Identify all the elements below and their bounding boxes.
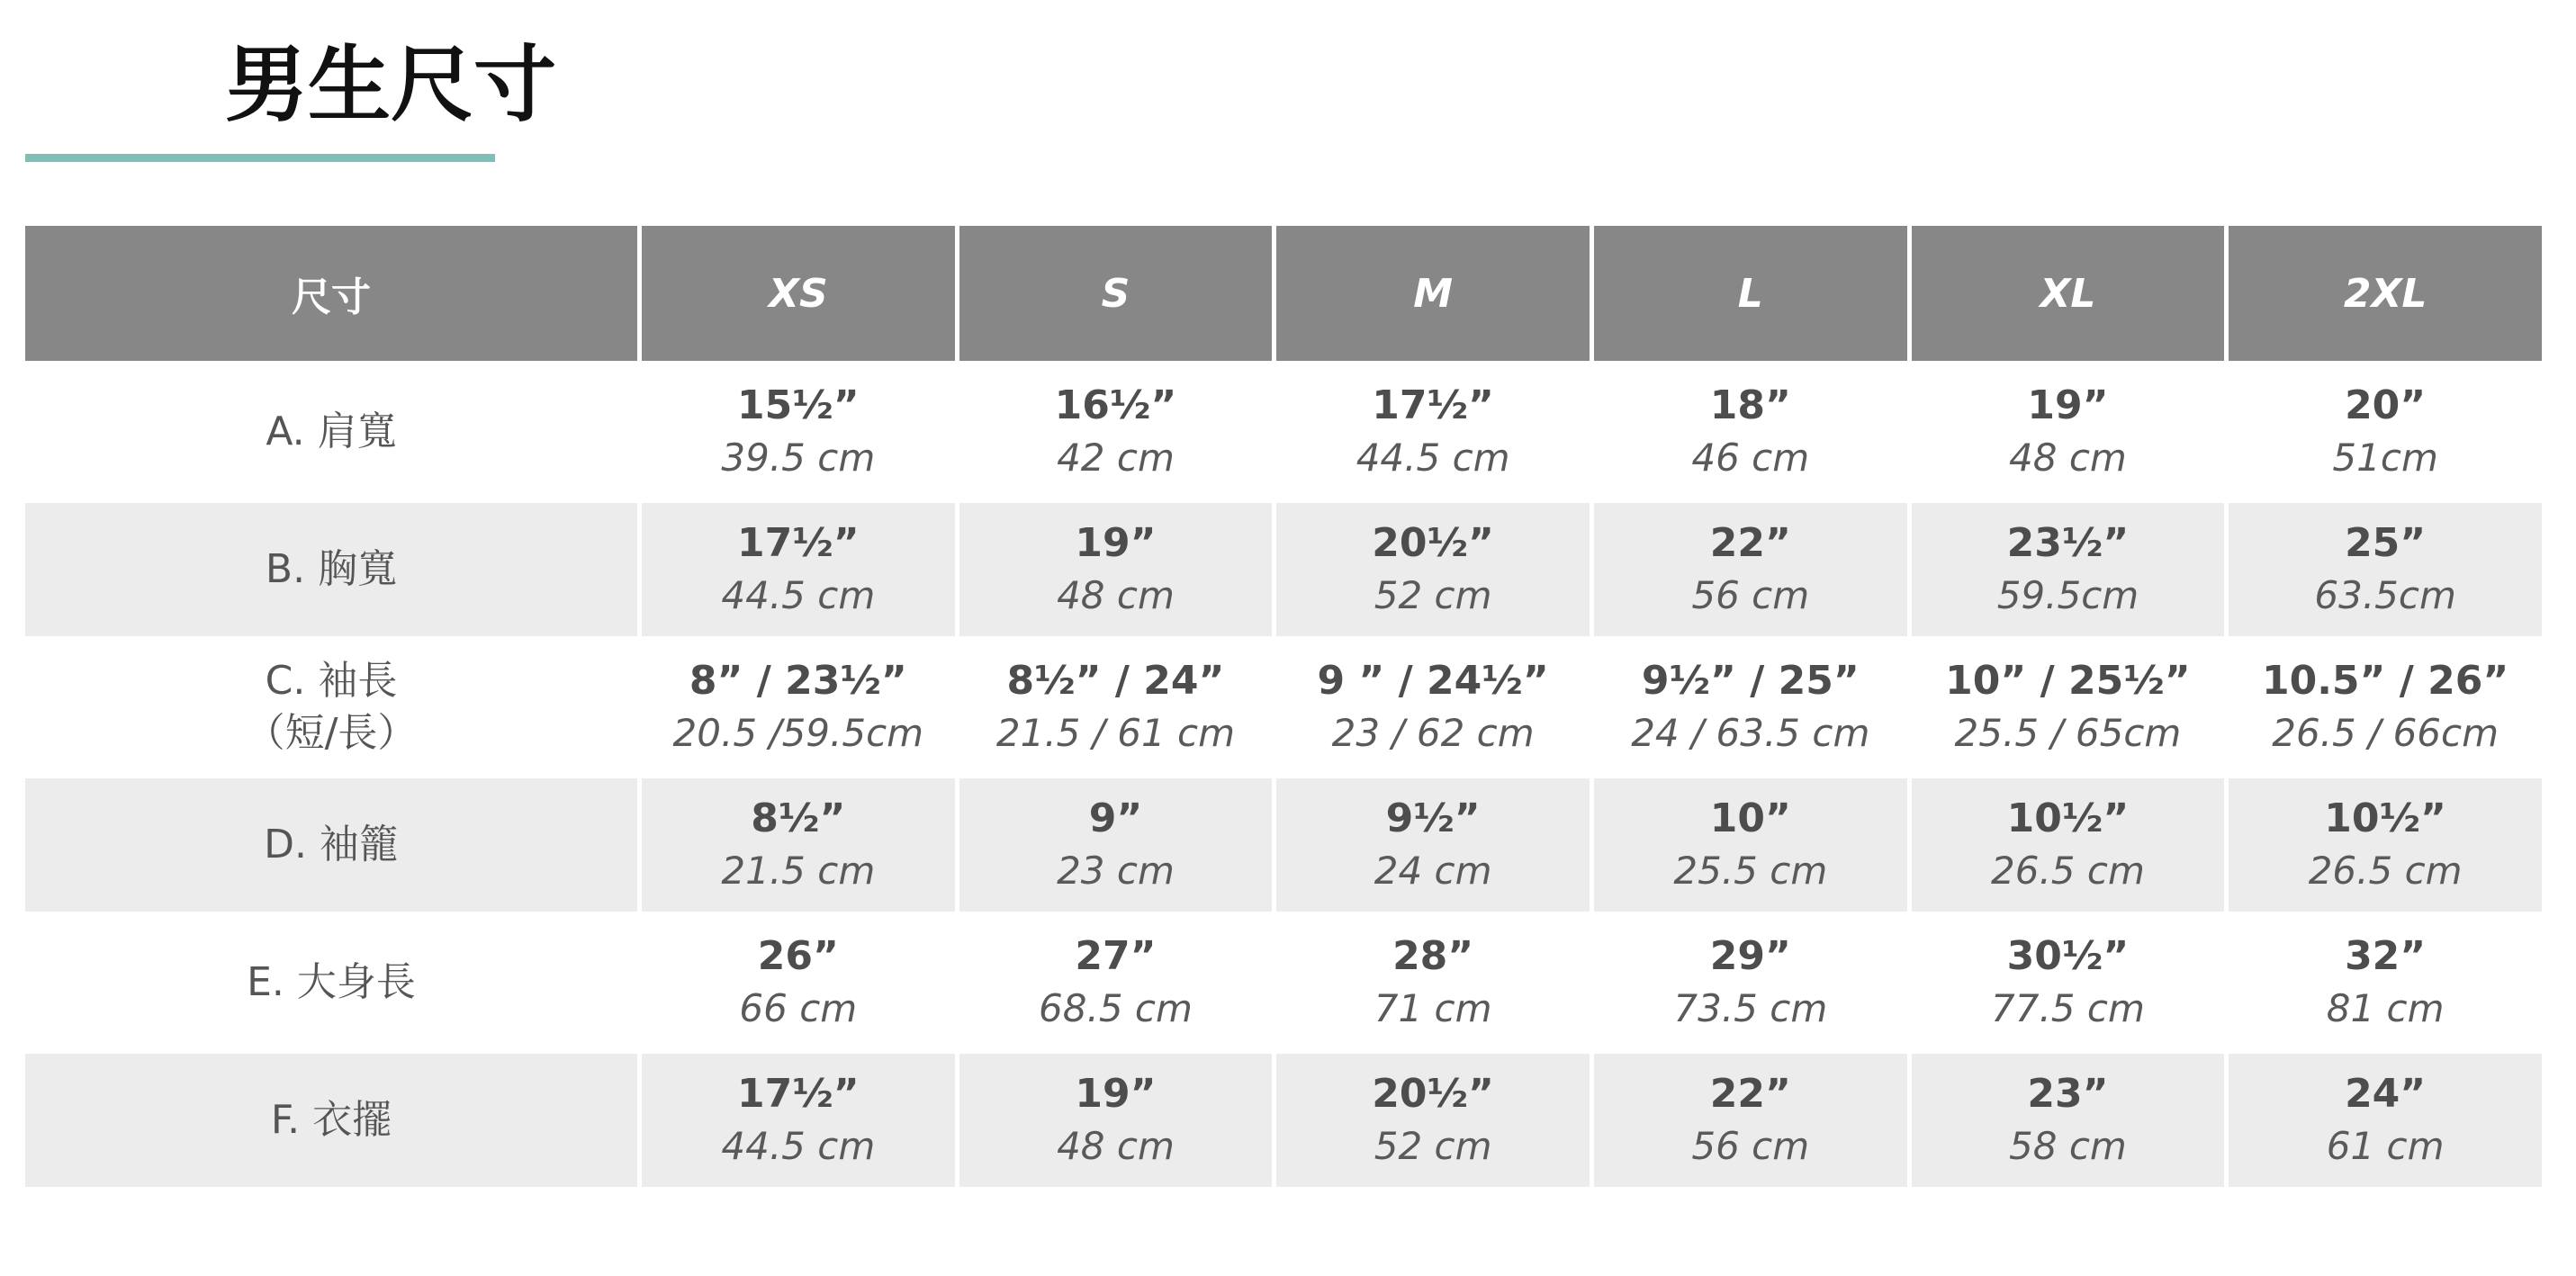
- measurement-cell: [1912, 778, 2225, 912]
- page-title: 男生尺寸: [225, 37, 557, 133]
- cm-value: 20.5 /59.5cm: [672, 711, 924, 755]
- inch-value: 20½”: [1372, 1071, 1494, 1117]
- measurement-cell: [2229, 641, 2542, 774]
- cm-value: 46 cm: [1691, 436, 1810, 480]
- measurement-cell: [2229, 365, 2542, 499]
- row-label-cell: [25, 641, 637, 774]
- measurement-cell: [642, 778, 955, 912]
- inch-value: 10½”: [2324, 795, 2446, 841]
- inch-value: 10.5” / 26”: [2261, 658, 2509, 704]
- cm-value: 25.5 / 65cm: [1954, 711, 2182, 755]
- row-label-cell: [25, 503, 637, 636]
- row-label: D. 袖籠: [264, 822, 399, 867]
- measurement-cell: [959, 778, 1273, 912]
- cm-value: 39.5 cm: [721, 436, 876, 480]
- cm-value: 56 cm: [1691, 573, 1810, 617]
- inch-value: 8½”: [751, 795, 846, 841]
- inch-value: 22”: [1709, 1071, 1791, 1117]
- measurement-cell: [2229, 503, 2542, 636]
- measurement-cell: [2229, 1054, 2542, 1187]
- cm-value: 77.5 cm: [1991, 986, 2145, 1030]
- cm-value: 23 / 62 cm: [1331, 711, 1535, 755]
- inch-value: 23”: [2027, 1071, 2109, 1117]
- inch-value: 20”: [2345, 382, 2427, 428]
- measurement-cell: [959, 1054, 1273, 1187]
- table-row-hem: [25, 1054, 2542, 1187]
- measurement-cell: [2229, 916, 2542, 1049]
- measurement-cell: [1276, 365, 1590, 499]
- row-label-cell: [25, 916, 637, 1049]
- measurement-cell: [959, 641, 1273, 774]
- size-chart-table: [21, 221, 2546, 1191]
- inch-value: 24”: [2345, 1071, 2427, 1117]
- inch-value: 16½”: [1054, 382, 1177, 428]
- inch-value: 17½”: [1372, 382, 1494, 428]
- cm-value: 71 cm: [1374, 986, 1492, 1030]
- inch-value: 9 ” / 24½”: [1317, 658, 1549, 704]
- measurement-cell: [1594, 365, 1907, 499]
- cm-value: 24 / 63.5 cm: [1631, 711, 1870, 755]
- row-label: B. 胸寬: [265, 546, 398, 592]
- cm-value: 58 cm: [2009, 1124, 2127, 1168]
- cm-value: 52 cm: [1374, 1124, 1492, 1168]
- measurement-cell: [642, 503, 955, 636]
- cm-value: 59.5cm: [1996, 573, 2139, 617]
- cm-value: 48 cm: [2009, 436, 2127, 480]
- cm-value: 26.5 cm: [2308, 849, 2463, 893]
- header-size-label: 尺寸: [25, 226, 637, 361]
- cm-value: 25.5 cm: [1673, 849, 1828, 893]
- measurement-cell: [1594, 778, 1907, 912]
- row-label-cell: [25, 1054, 637, 1187]
- row-label-cell: [25, 778, 637, 912]
- measurement-cell: [642, 641, 955, 774]
- row-label: A. 肩寬: [266, 409, 397, 454]
- title-underline: [25, 154, 495, 162]
- measurement-cell: [1276, 1054, 1590, 1187]
- cm-value: 48 cm: [1057, 573, 1175, 617]
- header-size-xl: XL: [1912, 226, 2225, 361]
- table-row-body-length: [25, 916, 2542, 1049]
- measurement-cell: [1276, 778, 1590, 912]
- measurement-cell: [1276, 503, 1590, 636]
- measurement-cell: [2229, 778, 2542, 912]
- inch-value: 18”: [1709, 382, 1791, 428]
- measurement-cell: [1276, 641, 1590, 774]
- header-size-2xl: 2XL: [2229, 226, 2542, 361]
- inch-value: 26”: [757, 933, 839, 979]
- inch-value: 9½”: [1385, 795, 1481, 841]
- cm-value: 21.5 / 61 cm: [995, 711, 1236, 755]
- inch-value: 17½”: [736, 1071, 860, 1117]
- inch-value: 10½”: [2006, 795, 2130, 841]
- inch-value: 9”: [1088, 795, 1143, 841]
- inch-value: 32”: [2345, 933, 2427, 979]
- cm-value: 52 cm: [1374, 573, 1492, 617]
- measurement-cell: [1594, 641, 1907, 774]
- table-header-row: [25, 226, 2542, 361]
- measurement-cell: [642, 916, 955, 1049]
- header-size-s: S: [959, 226, 1273, 361]
- cm-value: 44.5 cm: [721, 573, 876, 617]
- cm-value: 44.5 cm: [1356, 436, 1510, 480]
- row-label: E. 大身長: [247, 959, 416, 1005]
- measurement-cell: [1594, 1054, 1907, 1187]
- measurement-cell: [1912, 641, 2225, 774]
- measurement-cell: [1594, 503, 1907, 636]
- inch-value: 10” / 25½”: [1945, 658, 2191, 704]
- inch-value: 19”: [2027, 382, 2109, 428]
- row-label-sub: （短/長）: [245, 710, 418, 756]
- inch-value: 19”: [1075, 520, 1157, 566]
- cm-value: 51cm: [2332, 436, 2438, 480]
- inch-value: 10”: [1709, 795, 1791, 841]
- cm-value: 24 cm: [1374, 849, 1492, 893]
- cm-value: 68.5 cm: [1039, 986, 1193, 1030]
- table-row-armhole: [25, 778, 2542, 912]
- measurement-cell: [959, 916, 1273, 1049]
- cm-value: 48 cm: [1057, 1124, 1175, 1168]
- inch-value: 20½”: [1372, 520, 1494, 566]
- measurement-cell: [1594, 916, 1907, 1049]
- header-size-xs: XS: [642, 226, 955, 361]
- cm-value: 26.5 cm: [1991, 849, 2145, 893]
- measurement-cell: [642, 365, 955, 499]
- header-size-m: M: [1276, 226, 1590, 361]
- cm-value: 21.5 cm: [721, 849, 876, 893]
- measurement-cell: [959, 503, 1273, 636]
- measurement-cell: [959, 365, 1273, 499]
- inch-value: 17½”: [736, 520, 860, 566]
- cm-value: 56 cm: [1691, 1124, 1810, 1168]
- row-label: C. 袖長: [265, 658, 398, 704]
- inch-value: 23½”: [2006, 520, 2130, 566]
- measurement-cell: [1912, 1054, 2225, 1187]
- cm-value: 42 cm: [1057, 436, 1175, 480]
- table-row-shoulder-width: [25, 365, 2542, 499]
- inch-value: 22”: [1709, 520, 1791, 566]
- cm-value: 81 cm: [2326, 986, 2445, 1030]
- inch-value: 9½” / 25”: [1641, 658, 1860, 704]
- measurement-cell: [1912, 916, 2225, 1049]
- row-label: F. 衣擺: [270, 1097, 392, 1143]
- inch-value: 8½” / 24”: [1006, 658, 1225, 704]
- inch-value: 15½”: [736, 382, 860, 428]
- inch-value: 29”: [1709, 933, 1791, 979]
- measurement-cell: [1912, 503, 2225, 636]
- cm-value: 63.5cm: [2314, 573, 2456, 617]
- measurement-cell: [1276, 916, 1590, 1049]
- inch-value: 28”: [1392, 933, 1474, 979]
- inch-value: 30½”: [2006, 933, 2130, 979]
- cm-value: 73.5 cm: [1673, 986, 1828, 1030]
- header-size-l: L: [1594, 226, 1907, 361]
- cm-value: 26.5 / 66cm: [2272, 711, 2499, 755]
- table-row-chest-width: [25, 503, 2542, 636]
- row-label-cell: [25, 365, 637, 499]
- inch-value: 19”: [1075, 1071, 1157, 1117]
- inch-value: 27”: [1075, 933, 1157, 979]
- cm-value: 44.5 cm: [721, 1124, 876, 1168]
- table-row-sleeve-length: [25, 641, 2542, 774]
- inch-value: 25”: [2345, 520, 2427, 566]
- cm-value: 61 cm: [2326, 1124, 2445, 1168]
- cm-value: 23 cm: [1057, 849, 1175, 893]
- cm-value: 66 cm: [739, 986, 858, 1030]
- measurement-cell: [1912, 365, 2225, 499]
- inch-value: 8” / 23½”: [689, 658, 907, 704]
- measurement-cell: [642, 1054, 955, 1187]
